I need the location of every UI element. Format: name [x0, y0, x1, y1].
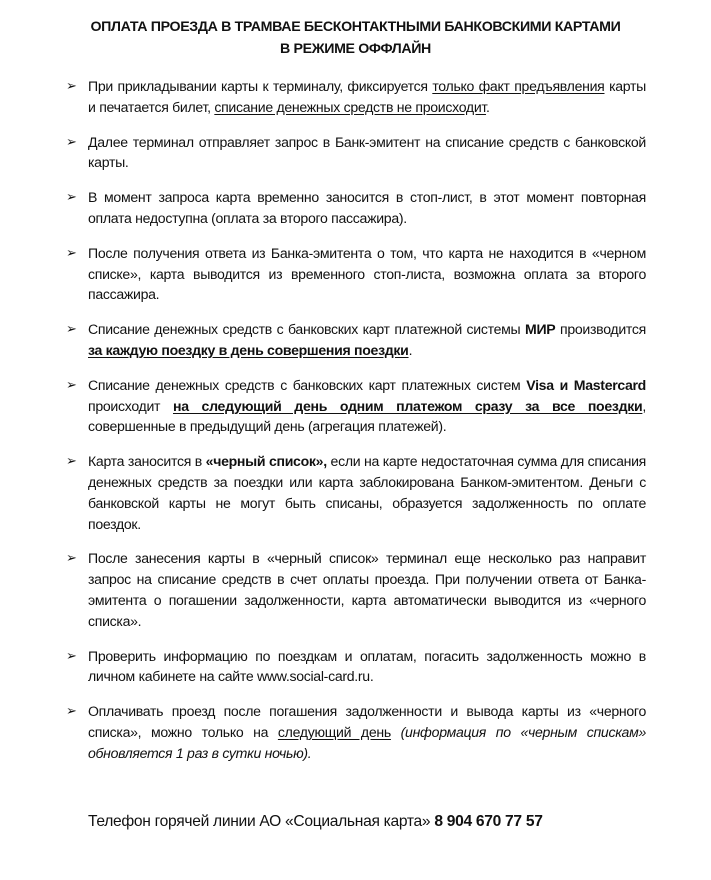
hotline-phone: 8 904 670 77 57: [434, 813, 543, 830]
arrow-bullet-icon: ➢: [66, 550, 77, 566]
list-item: ➢ При прикладывании карты к терминалу, фиксируется только факт предъявления карты и печатается билет, списание денежных средств не происходит.: [66, 78, 646, 115]
bold-text: «черный список»,: [205, 453, 327, 470]
list-item: ➢ Карта заносится в «черный список», если на карте недостаточная сумма для списания денежных средств за поездки или карта заблокирована Банком-эмитентом. Деньги с банковской карты не могут быть списаны, образуется задолженность по оплате поездок.: [66, 453, 646, 532]
underlined-text: списание денежных средств не происходит: [214, 98, 487, 115]
page-title: [40, 16, 671, 60]
list-item: ➢ После получения ответа из Банка-эмитента о том, что карта не находится в «черном списке», карта выводится из временного стоп-листа, возможна оплата за второго пассажира.: [66, 244, 646, 303]
arrow-bullet-icon: ➢: [66, 78, 77, 93]
bold-underlined-text: на следующий день одним платежом сразу за все поездки: [173, 397, 643, 414]
title-line-2: В РЕЖИМЕ ОФФЛАЙН: [280, 41, 431, 57]
list-item: ➢ Списание денежных средств с банковских карт платежных систем Visa и Mastercard происходит на следующий день одним платежом сразу за все поездки, совершенные в предыдущий день (агрегация платежей).: [66, 376, 646, 435]
underlined-text: только факт предъявления: [432, 78, 605, 94]
bold-underlined-text: за каждую поездку в день совершения поездки: [88, 341, 409, 358]
list-item: ➢ Далее терминал отправляет запрос в Банк-эмитент на списание средств с банковской карты.: [66, 133, 646, 171]
list-item: ➢ Списание денежных средств с банковских карт платежной системы МИР производится за каждую поездку в день совершения поездки.: [66, 321, 646, 358]
arrow-bullet-icon: ➢: [66, 244, 77, 260]
list-item: ➢ В момент запроса карта временно заносится в стоп-лист, в этот момент повторная оплата недоступна (оплата за второго пассажира).: [66, 189, 646, 226]
list-item: ➢ Оплачивать проезд после погашения задолженности и вывода карты из «черного списка», можно только на следующий день (информация по «черным спискам» обновляется 1 раз в сутки ночью).: [66, 703, 646, 761]
title-line-1: ОПЛАТА ПРОЕЗДА В ТРАМВАЕ БЕСКОНТАКТНЫМИ БАНКОВСКИМИ КАРТАМИ: [90, 19, 621, 35]
arrow-bullet-icon: ➢: [66, 453, 77, 469]
underlined-text: следующий день: [277, 723, 391, 740]
arrow-bullet-icon: ➢: [66, 376, 77, 392]
italic-note: (информация по «черным спискам» обновляется 1 раз в сутки ночью).: [88, 723, 646, 761]
list-item: ➢ Проверить информацию по поездкам и оплатам, погасить задолженность можно в личном кабинете на сайте www.social-card.ru.: [66, 647, 646, 685]
bold-text: МИР: [525, 321, 556, 338]
info-list: [66, 76, 646, 778]
hotline-label: Телефон горячей линии АО «Социальная карта»: [88, 813, 435, 830]
arrow-bullet-icon: ➢: [66, 189, 77, 205]
bold-text: Visa и Mastercard: [526, 376, 646, 393]
arrow-bullet-icon: ➢: [66, 133, 77, 149]
list-item: ➢ После занесения карты в «черный список» терминал еще несколько раз направит запрос на списание средств в счет оплаты проезда. При получении ответа от Банка-эмитента о погашении задолженности, карта автоматически выводится из «черного списка».: [66, 550, 646, 629]
hotline-footer: [88, 811, 543, 833]
arrow-bullet-icon: ➢: [66, 703, 77, 719]
arrow-bullet-icon: ➢: [66, 647, 77, 663]
arrow-bullet-icon: ➢: [66, 321, 77, 337]
